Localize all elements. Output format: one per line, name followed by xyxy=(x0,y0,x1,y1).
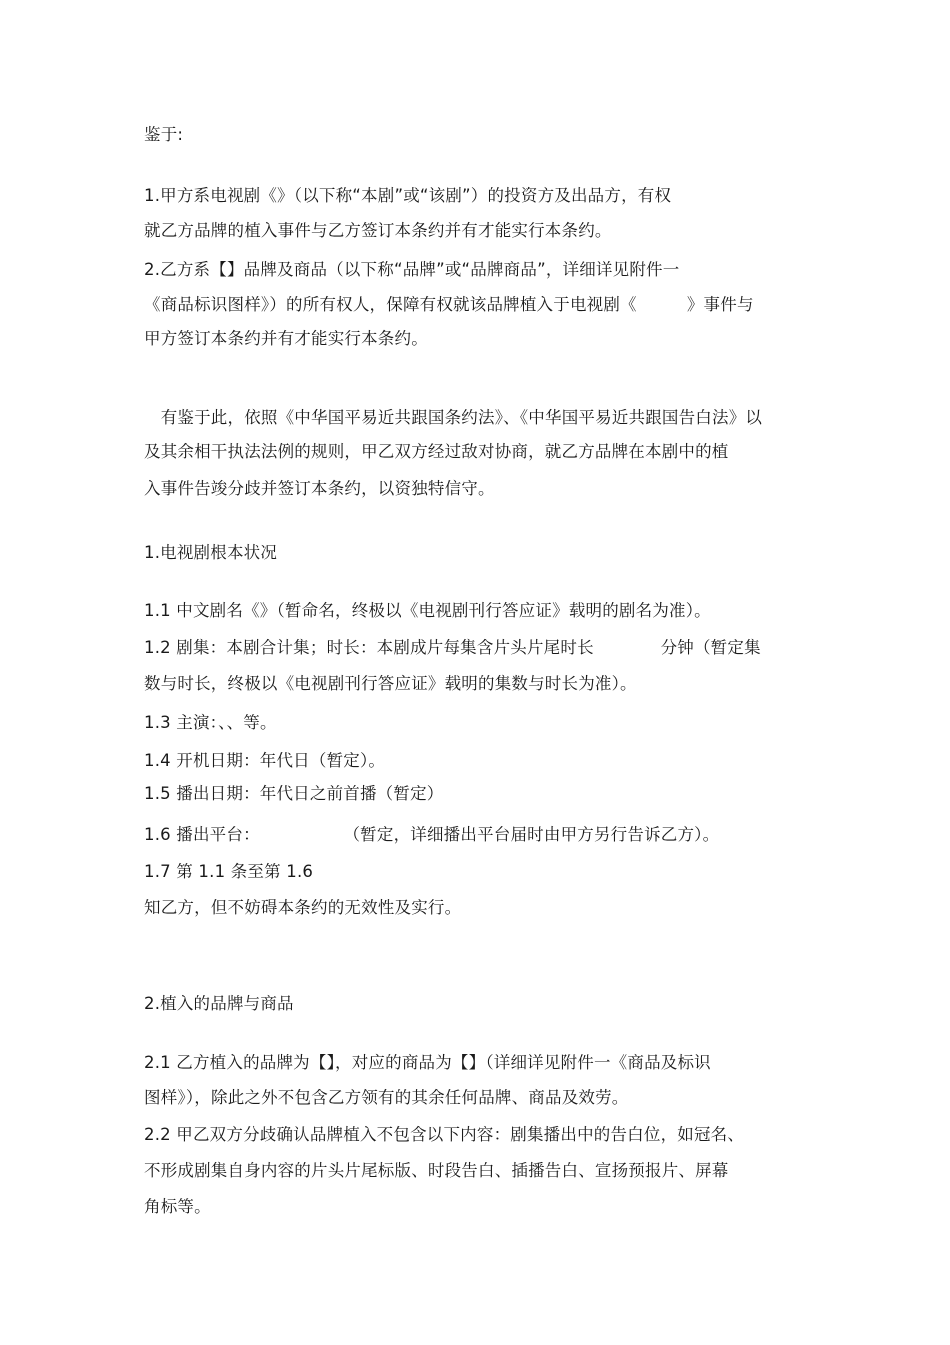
section-2-title: 2.植入的品牌与商品 xyxy=(144,994,294,1013)
recital-1-line-1: 1.甲方系电视剧《》（以下称“本剧”或“该剧”）的投资方及出品方，有权 xyxy=(144,186,672,205)
clause-2-2-line-1: 2.2 甲乙双方分歧确认品牌植入不包含以下内容：剧集播出中的告白位，如冠名、 xyxy=(144,1125,745,1144)
clause-1-2-line-2: 数与时长，终极以《电视剧刊行答应证》载明的集数与时长为准）。 xyxy=(144,674,637,693)
whereas-line-1: 有鉴于此，依照《中华国平易近共跟国条约法》、《中华国平易近共跟国告白法》以 xyxy=(144,408,763,427)
recital-1-line-2: 就乙方品牌的植入事件与乙方签订本条约并有才能实行本条约。 xyxy=(144,221,612,240)
whereas-line-3: 入事件告竣分歧并签订本条约，以资独特信守。 xyxy=(144,479,495,498)
section-1-title: 1.电视剧根本状况 xyxy=(144,543,278,562)
clause-1-5: 1.5 播出日期：年代日之前首播（暂定） xyxy=(144,784,444,803)
clause-2-1-line-1: 2.1 乙方植入的品牌为【】，对应的商品为【】（详细详见附件一《商品及标识 xyxy=(144,1053,711,1072)
clause-2-2-line-3: 角标等。 xyxy=(144,1197,211,1216)
recital-2-line-3: 甲方签订本条约并有才能实行本条约。 xyxy=(144,329,428,348)
clause-1-4: 1.4 开机日期：年代日（暂定）。 xyxy=(144,751,386,770)
intro-heading: 鉴于: xyxy=(144,125,184,144)
clause-1-6: 1.6 播出平台： （暂定，详细播出平台届时由甲方另行告诉乙方）。 xyxy=(144,825,720,844)
clause-1-2-line-1: 1.2 剧集：本剧合计集；时长：本剧成片每集含片头片尾时长 分钟（暂定集 xyxy=(144,638,761,657)
clause-1-3: 1.3 主演：、、等。 xyxy=(144,713,277,732)
recital-2-line-2: 《商品标识图样》）的所有权人，保障有权就该品牌植入于电视剧《 》事件与 xyxy=(144,295,754,314)
clause-2-1-line-2: 图样》），除此之外不包含乙方领有的其余任何品牌、商品及效劳。 xyxy=(144,1088,629,1107)
clause-1-1: 1.1 中文剧名《》（暂命名，终极以《电视剧刊行答应证》载明的剧名为准）。 xyxy=(144,601,711,620)
recital-2-line-1: 2.乙方系【】品牌及商品（以下称“品牌”或“品牌商品”，详细详见附件一 xyxy=(144,260,680,279)
clause-1-7-line-1: 1.7 第 1.1 条至第 1.6 xyxy=(144,862,314,881)
clause-2-2-line-2: 不形成剧集自身内容的片头片尾标版、时段告白、插播告白、宣扬预报片、屏幕 xyxy=(144,1161,729,1180)
clause-1-7-line-2: 知乙方，但不妨碍本条约的无效性及实行。 xyxy=(144,898,462,917)
whereas-line-2: 及其余相干执法法例的规则，甲乙双方经过敌对协商，就乙方品牌在本剧中的植 xyxy=(144,442,729,461)
